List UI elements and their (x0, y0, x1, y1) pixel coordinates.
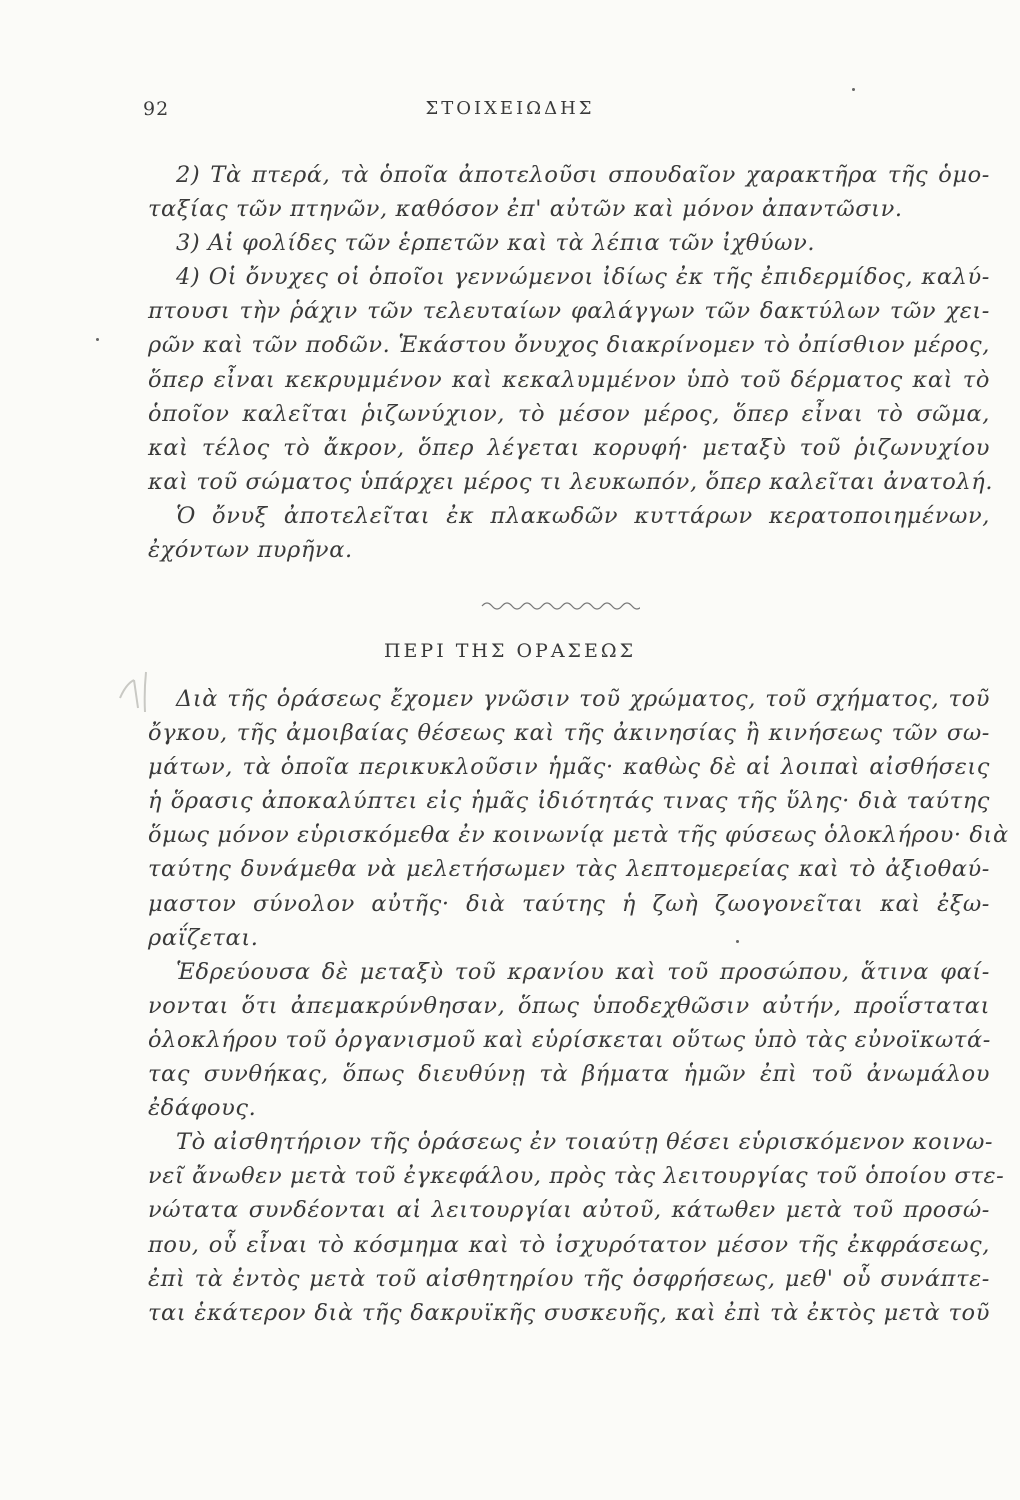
text-line: μάτων, τὰ ὁποῖα περικυκλοῦσιν ἡμᾶς· καθὼς δὲ αἱ λοιπαὶ αἰσθήσεις (148, 754, 990, 781)
text-line: ὅπερ εἶναι κεκρυμμένον καὶ κεκαλυμμένον ὑπὸ τοῦ δέρματος καὶ τὸ (148, 366, 990, 393)
speck-mark (736, 940, 739, 943)
page-header (0, 98, 1020, 138)
text-line: μαστον σύνολον αὐτῆς· διὰ ταύτης ἡ ζωὴ ζωογονεῖται καὶ ἐξω- (148, 890, 990, 917)
text-line: ἐδάφους. (148, 1095, 257, 1122)
text-line: ταύτης δυνάμεθα νὰ μελετήσωμεν τὰς λεπτομερείας καὶ τὸ ἀξιοθαύ- (148, 856, 990, 883)
text-line: καὶ τοῦ σώματος ὑπάρχει μέρος τι λευκωπόν, ὅπερ καλεῖται ἀνατολή. (148, 468, 994, 495)
text-line: που, οὗ εἶναι τὸ κόσμημα καὶ τὸ ἰσχυρότατον μέσον τῆς ἐκφράσεως, (148, 1231, 990, 1258)
text-line: νονται ὅτι ἀπεμακρύνθησαν, ὅπως ὑποδεχθῶσιν αὐτήν, προΐσταται (148, 992, 990, 1019)
page-number: 92 (143, 98, 170, 120)
text-line: ὁποῖον καλεῖται ῥιζωνύχιον, τὸ μέσον μέρος, ὅπερ εἶναι τὸ σῶμα, (148, 400, 990, 427)
section-title: ΠΕΡΙ ΤΗΣ ΟΡΑΣΕΩΣ (383, 640, 637, 662)
text-line: Τὸ αἰσθητήριον τῆς ὁράσεως ἐν τοιαύτῃ θέσει εὑρισκόμενον κοινω- (176, 1129, 994, 1156)
text-line: πτουσι τὴν ῥάχιν τῶν τελευταίων φαλάγγων τῶν δακτύλων τῶν χει- (148, 298, 990, 325)
text-line: ἡ ὅρασις ἀποκαλύπτει εἰς ἡμᾶς ἰδιότητάς τινας τῆς ὕλης· διὰ ταύτης (148, 788, 990, 815)
top-text-block (148, 158, 994, 567)
text-line: Ὁ ὄνυξ ἀποτελεῖται ἐκ πλακωδῶν κυττάρων κερατοποιημένων, (176, 502, 990, 529)
text-line: καὶ τέλος τὸ ἄκρον, ὅπερ λέγεται κορυφή· μεταξὺ τοῦ ῥιζωνυχίου (148, 434, 990, 461)
text-line: Ἑδρεύουσα δὲ μεταξὺ τοῦ κρανίου καὶ τοῦ προσώπου, ἅτινα φαί- (176, 958, 990, 985)
text-line: 3) Αἱ φολίδες τῶν ἑρπετῶν καὶ τὰ λέπια τῶν ἰχθύων. (176, 230, 816, 257)
speck-mark (96, 338, 99, 341)
text-line: ραΐζεται. (148, 924, 259, 951)
bottom-text-block (148, 682, 1009, 1330)
text-line: ρῶν καὶ τῶν ποδῶν. Ἑκάστου ὄνυχος διακρίνομεν τὸ ὀπίσθιον μέρος, (148, 332, 990, 359)
text-line: ὁλοκλήρου τοῦ ὀργανισμοῦ καὶ εὑρίσκεται οὕτως ὑπὸ τὰς εὐνοϊκωτά- (148, 1026, 991, 1053)
text-line: ταξίας τῶν πτηνῶν, καθόσον ἐπ' αὐτῶν καὶ μόνον ἀπαντῶσιν. (148, 196, 903, 223)
divider-ornament (480, 598, 640, 614)
text-line: ἐπὶ τὰ ἐντὸς μετὰ τοῦ αἰσθητηρίου τῆς ὀσφρήσεως, μεθ' οὗ συνάπτε- (148, 1265, 990, 1292)
text-line: 2) Τὰ πτερά, τὰ ὁποῖα ἀποτελοῦσι σπουδαῖον χαρακτῆρα τῆς ὁμο- (176, 162, 990, 188)
text-line: 4) Οἱ ὄνυχες οἱ ὁποῖοι γεννώμενοι ἰδίως ἐκ τῆς ἐπιδερμίδος, καλύ- (176, 264, 990, 291)
text-line: τας συνθήκας, ὅπως διευθύνῃ τὰ βήματα ἡμῶν ἐπὶ τοῦ ἀνωμάλου (148, 1061, 990, 1088)
text-line: ται ἑκάτερον διὰ τῆς δακρυϊκῆς συσκευῆς, καὶ ἐπὶ τὰ ἐκτὸς μετὰ τοῦ (148, 1299, 990, 1326)
text-line: νώτατα συνδέονται αἱ λειτουργίαι αὐτοῦ, κάτωθεν μετὰ τοῦ προσώ- (148, 1197, 990, 1224)
text-line: ὅμως μόνον εὑρισκόμεθα ἐν κοινωνίᾳ μετὰ τῆς φύσεως ὁλοκλήρου· διὰ (148, 822, 1009, 849)
text-line: ἐχόντων πυρῆνα. (148, 537, 353, 564)
text-line: Διὰ τῆς ὁράσεως ἔχομεν γνῶσιν τοῦ χρώματος, τοῦ σχήματος, τοῦ (176, 686, 990, 712)
running-title: ΣΤΟΙΧΕΙΩΔΗΣ (425, 98, 595, 119)
text-line: νεῖ ἄνωθεν μετὰ τοῦ ἐγκεφάλου, πρὸς τὰς λειτουργίας τοῦ ὁποίου στε- (148, 1163, 1005, 1190)
text-line: ὄγκου, τῆς ἀμοιβαίας θέσεως καὶ τῆς ἀκινησίας ἢ κινήσεως τῶν σω- (148, 720, 990, 747)
speck-mark (852, 88, 855, 91)
